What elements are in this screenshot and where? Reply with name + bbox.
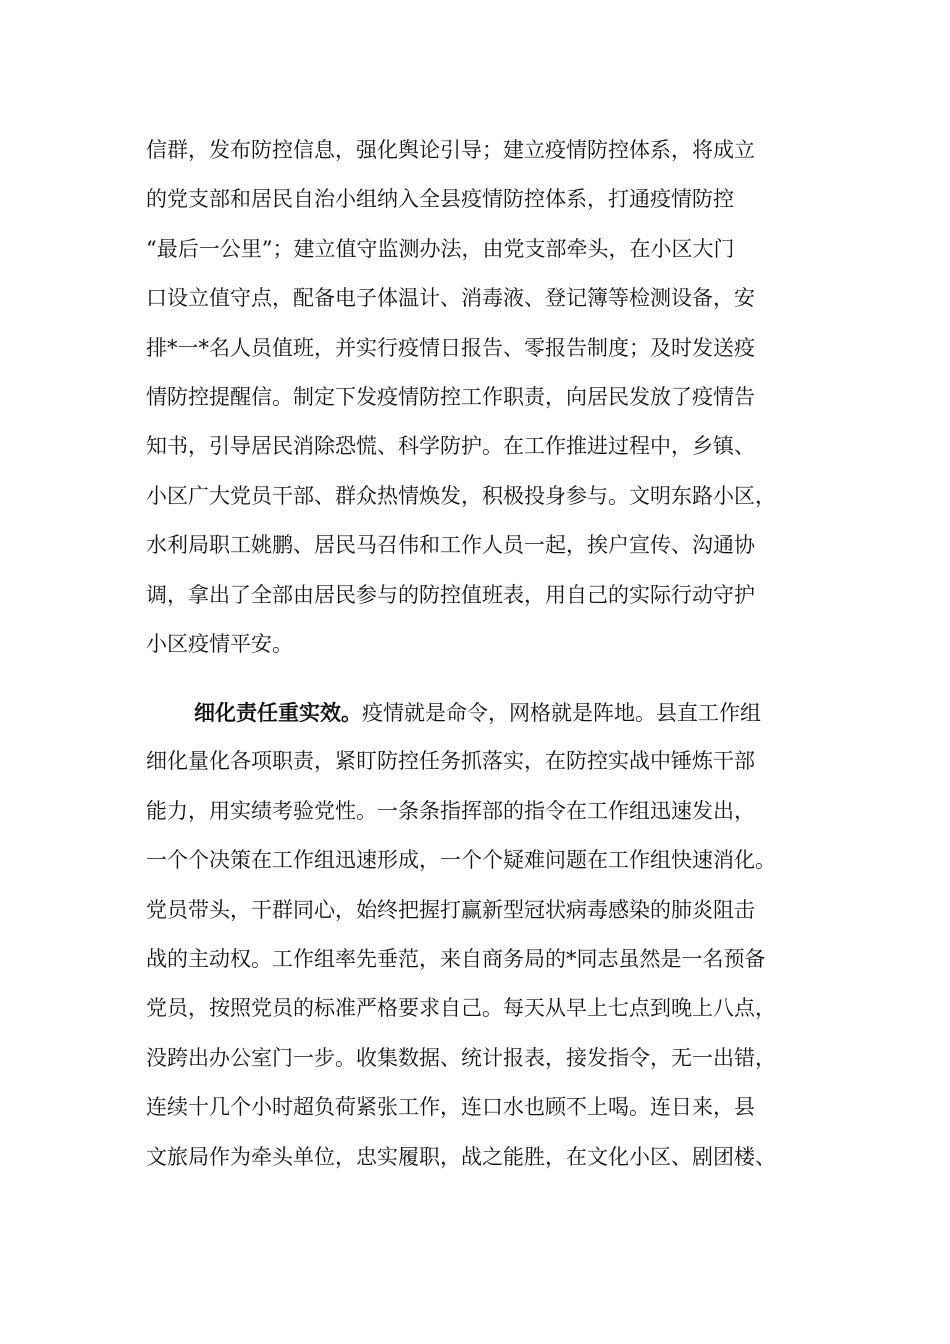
paragraph-2-line: 没跨出办公室门一步。收集数据、统计报表，接发指令，无一出错，	[146, 1045, 776, 1070]
paragraph-1-line: “最后一公里”；建立值守监测办法，由党支部牵头，在小区大门	[146, 236, 735, 261]
paragraph-2-first-line-text: 疫情就是命令，网格就是阵地。县直工作组	[362, 701, 761, 725]
paragraph-1-line: 情防控提醒信。制定下发疫情防控工作职责，向居民发放了疫情告	[146, 384, 755, 409]
paragraph-2-line: 连续十几个小时超负荷紧张工作，连口水也顾不上喝。连日来，县	[146, 1095, 755, 1120]
paragraph-2-line: 文旅局作为牵头单位，忠实履职，战之能胜，在文化小区、剧团楼、	[146, 1144, 776, 1169]
paragraph-2-line: 党员带头，干群同心，始终把握打赢新型冠状病毒感染的肺炎阻击	[146, 897, 755, 922]
paragraph-1-line: 排*一*名人员值班，并实行疫情日报告、零报告制度；及时发送疫	[146, 335, 755, 360]
paragraph-1-line: 调，拿出了全部由居民参与的防控值班表，用自己的实际行动守护	[146, 582, 755, 607]
paragraph-1-line: 小区广大党员干部、群众热情焕发，积极投身参与。文明东路小区，	[146, 483, 776, 508]
paragraph-2-line: 能力，用实绩考验党性。一条条指挥部的指令在工作组迅速发出，	[146, 798, 755, 823]
paragraph-2-lead-heading: 细化责任重实效。	[194, 700, 362, 725]
paragraph-2-first-line	[146, 688, 826, 737]
paragraph-2-line: 细化量化各项职责，紧盯防控任务抓落实，在防控实战中锤炼干部	[146, 749, 755, 774]
paragraph-1-line: 小区疫情平安。	[146, 631, 293, 656]
paragraph-1-line: 口设立值守点，配备电子体温计、消毒液、登记簿等检测设备，安	[146, 286, 755, 311]
paragraph-1-line: 的党支部和居民自治小组纳入全县疫情防控体系，打通疫情防控	[146, 187, 734, 212]
paragraph-1-line: 知书，引导居民消除恐慌、科学防护。在工作推进过程中，乡镇、	[146, 434, 755, 459]
paragraph-2-line: 一个个决策在工作组迅速形成，一个个疑难问题在工作组快速消化。	[146, 848, 776, 873]
paragraph-1	[146, 126, 826, 669]
paragraph-2-line: 党员，按照党员的标准严格要求自己。每天从早上七点到晚上八点，	[146, 996, 776, 1021]
paragraph-1-line: 水利局职工姚鹏、居民马召伟和工作人员一起，挨户宣传、沟通协	[146, 533, 755, 558]
paragraph-2	[146, 688, 826, 1182]
paragraph-1-line: 信群，发布防控信息，强化舆论引导；建立疫情防控体系，将成立	[146, 138, 755, 162]
paragraph-2-line: 战的主动权。工作组率先垂范，来自商务局的*同志虽然是一名预备	[146, 946, 766, 971]
